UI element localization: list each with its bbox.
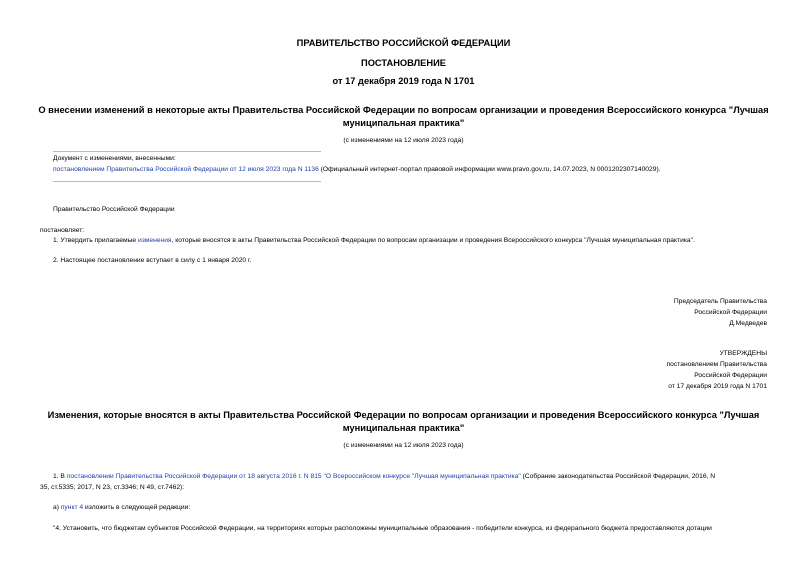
revision-note: (с изменениями на 12 июля 2023 года) — [343, 137, 464, 144]
document-type-heading: ПОСТАНОВЛЕНИЕ — [361, 58, 446, 68]
quoted-new-text: "4. Установить, что бюджетам субъектов Российской Федерации, на территориях которых расположены муниципальные образования - победители конкурса, из федерального бюджета предоставляются дотации — [53, 525, 712, 532]
approved-date: от 17 декабря 2019 года N 1701 — [668, 383, 767, 390]
changes-entry — [53, 166, 661, 173]
signature-country: Российской Федерации — [694, 309, 767, 316]
document-title-line-1: О внесении изменений в некоторые акты Правительства Российской Федерации по вопросам организации и проведения Всероссийского конкурса "Лучшая — [38, 105, 769, 115]
appendix-subparagraph-a: а) пункт 4 изложить в следующей редакции: — [53, 504, 191, 511]
appendix-revision-note: (с изменениями на 12 июля 2023 года) — [343, 442, 464, 449]
appendix-title-line-1: Изменения, которые вносятся в акты Правительства Российской Федерации по вопросам организации и проведения Всероссийского конкурса "Лучшая — [47, 410, 760, 420]
paragraph-2: 2. Настоящее постановление вступает в силу с 1 января 2020 г. — [53, 257, 252, 264]
appendix-title-line-2: муниципальная практика" — [342, 423, 465, 433]
changes-top-divider — [53, 151, 321, 152]
publication-source: (Официальный интернет-портал правовой информации www.pravo.gov.ru, 14.07.2023, N 0001202307140029). — [318, 166, 661, 173]
document-title-line-2: муниципальная практика" — [342, 118, 465, 128]
paragraph-1: 1. Утвердить прилагаемые изменения, которые вносятся в акты Правительства Российской Федерации по вопросам организации и проведения Всероссийского конкурса "Лучшая муниципальная практика". — [53, 237, 695, 244]
appendix-paragraph-1: 1. В постановлении Правительства Российской Федерации от 18 августа 2016 г. N 815 "О Всероссийском конкурсе "Лучшая муниципальная практика" (Собрание законодательства Российской Федерации, 2016, N — [53, 473, 716, 480]
changes-link[interactable]: изменения — [137, 237, 172, 244]
point-4-link[interactable]: пункт 4 — [60, 504, 84, 511]
appendix-paragraph-1-continued: 35, ст.5335; 2017, N 23, ст.3346; N 49, ст.7462): — [40, 484, 185, 491]
decree-815-link[interactable]: постановлении Правительства Российской Федерации от 18 августа 2016 г. N 815 "О Всероссийском конкурсе "Лучшая муниципальная практика" — [66, 473, 521, 480]
government-heading: ПРАВИТЕЛЬСТВО РОССИЙСКОЙ ФЕДЕРАЦИИ — [296, 38, 511, 48]
issuer-text: Правительство Российской Федерации — [53, 206, 175, 213]
amending-decree-link[interactable]: постановлением Правительства Российской Федерации от 12 июля 2023 года N 1136 — [53, 166, 319, 173]
date-number-heading: от 17 декабря 2019 года N 1701 — [332, 76, 475, 86]
approved-by: постановлением Правительства — [666, 361, 767, 368]
changes-label: Документ с изменениями, внесенными: — [53, 155, 176, 162]
approved-label: УТВЕРЖДЕНЫ — [719, 350, 767, 357]
changes-bottom-divider — [53, 181, 321, 182]
approved-country: Российской Федерации — [694, 372, 767, 379]
signature-position: Председатель Правительства — [673, 298, 767, 305]
signature-name: Д.Медведев — [729, 320, 767, 327]
decrees-text: постановляет: — [40, 227, 85, 234]
